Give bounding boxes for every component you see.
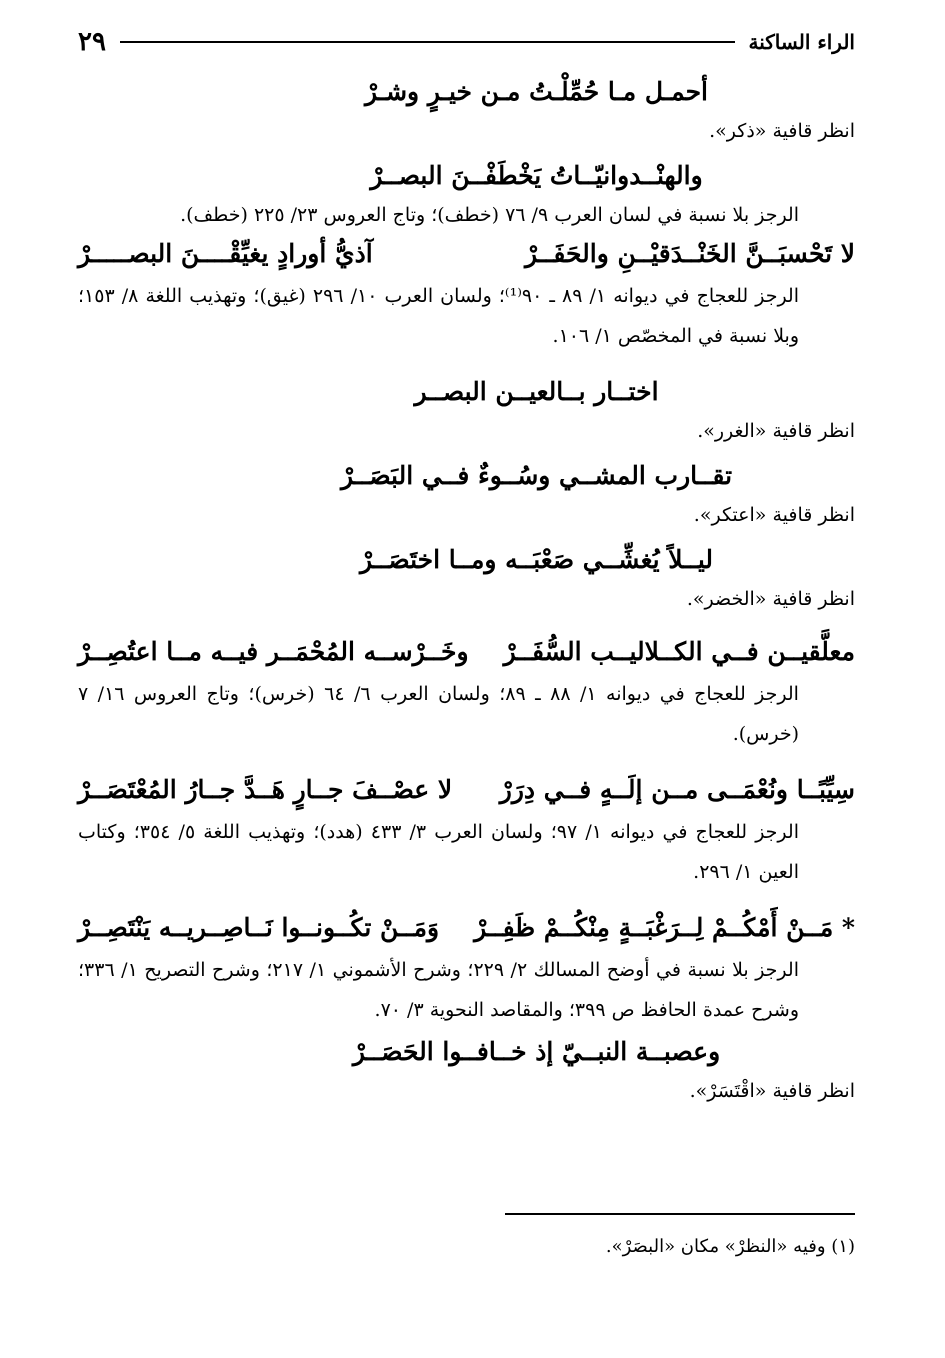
verse-line: أحمـل مـا حُمِّلْـتُ مـن خيـرٍ وشـرْ: [364, 77, 709, 106]
verse-hemistich-second: وخَــرْســه المُحْمَــر فيــه مــا اعتُصِــرْ: [78, 637, 469, 666]
verse-hemistich-second: لا عصْــفَ جــارٍ هَــدَّ جــارُ المُعْتَصَــرْ: [78, 775, 453, 804]
verse-line: تقــارب المشــي وسُــوءٌ فــي البَصَــرْ: [340, 461, 733, 490]
cross-reference: انظر قافية «اقْتَسَرْ».: [689, 1080, 855, 1102]
running-title: الراء الساكنة: [748, 30, 855, 54]
header-rule: [120, 41, 735, 43]
verse-couplet: [78, 630, 855, 674]
cross-reference: انظر قافية «اعتكر».: [693, 504, 855, 526]
verse-couplet: [78, 906, 855, 950]
citation: الرجز للعجاج في ديوانه ١/ ٨٨ ـ ٨٩؛ ولسان العرب ٦/ ٦٤ (خرس)؛ وتاج العروس ١٦/ ٧ (خرس).: [78, 683, 799, 745]
verse-hemistich-first: * مَــنْ أَمْكُــمْ لِــرَغْبَــةٍ مِنْكُــمْ ظَفِــرْ: [474, 913, 855, 942]
citation: الرجز للعجاج في ديوانه ١/ ٨٩ ـ ٩٠⁽¹⁾؛ ولسان العرب ١٠/ ٢٩٦ (غيق)؛ وتهذيب اللغة ٨/ ١٥٣؛ وبلا نسبة في المخصّص ١/ ١٠٦.: [78, 285, 799, 347]
footnote-rule: [505, 1213, 855, 1215]
page-header: [78, 22, 855, 62]
citation: الرجز بلا نسبة في أوضح المسالك ٢/ ٢٢٩؛ وشرح الأشموني ١/ ٢١٧؛ وشرح التصريح ١/ ٣٣٦؛ وشرح عمدة الحافظ ص ٣٩٩؛ والمقاصد النحوية ٣/ ٧٠.: [78, 959, 799, 1021]
verse-line: والهنْــدوانيّــاتُ يَخْطَفْــنَ البصــرْ: [370, 161, 703, 190]
citation: الرجز للعجاج في ديوانه ١/ ٩٧؛ ولسان العرب ٣/ ٤٣٣ (هدد)؛ وتهذيب اللغة ٥/ ٣٥٤؛ وكتاب العين ١/ ٢٩٦.: [78, 821, 799, 883]
verse-couplet: [78, 768, 855, 812]
verse-hemistich-first: لا تَحْسبَــنَّ الخَنْــدَقيْــنِ والحَفَــرْ: [524, 239, 855, 268]
cross-reference: انظر قافية «الخضر».: [686, 588, 855, 610]
citation: الرجز بلا نسبة في لسان العرب ٩/ ٧٦ (خطف)؛ وتاج العروس ٢٣/ ٢٢٥ (خطف).: [180, 204, 799, 226]
cross-reference: انظر قافية «ذكر».: [709, 120, 855, 142]
verse-line: ليــلاً يُغشِّــي صَعْبَــه ومــا اختَصَــرْ: [359, 545, 714, 574]
verse-hemistich-first: معلَّقيــن فــي الكــلاليــب السُّفَــرْ: [503, 637, 855, 666]
cross-reference: انظر قافية «الغرر».: [697, 420, 855, 442]
verse-hemistich-first: سِيِّبًــا ونُعْمَــى مــن إلَــهٍ فــي دِرَرْ: [499, 775, 855, 804]
verse-hemistich-second: آذيُّ أورادٍ يغيِّقْــــنَ البصـــــرْ: [78, 239, 373, 268]
page-content: [78, 70, 855, 1108]
verse-couplet: [78, 232, 855, 276]
verse-line: اختــار بــالعيــن البصــر: [414, 377, 659, 406]
verse-hemistich-second: وَمَــنْ تكُــونــوا نَــاصِــريــه يَنْتَصِــرْ: [78, 913, 440, 942]
page-number: ٢٩: [78, 27, 106, 57]
verse-line: وعصبــة النبــيّ إذ خــافــوا الحَصَــرْ: [352, 1037, 721, 1066]
footnote: (١) وفيه «النظرْ» مكان «البصَرْ».: [605, 1236, 855, 1257]
